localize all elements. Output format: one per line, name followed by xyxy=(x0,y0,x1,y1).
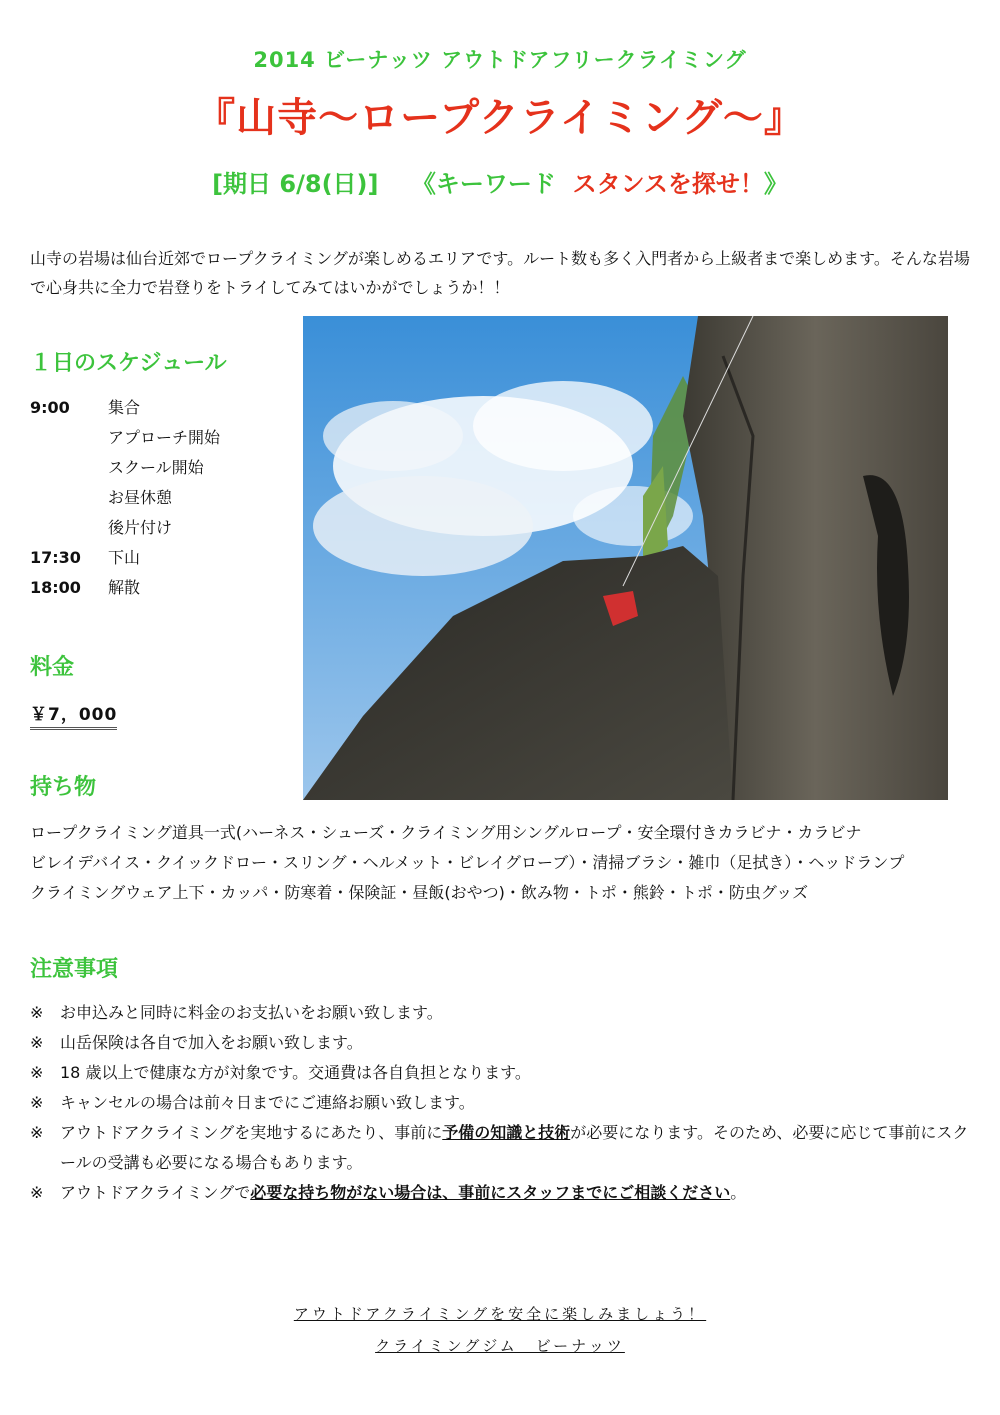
belongings-list xyxy=(30,818,980,908)
schedule-item: 解散 xyxy=(108,578,141,597)
note-item xyxy=(30,1088,975,1118)
note-mark: ※ xyxy=(30,1033,44,1052)
schedule-item: スクール開始 xyxy=(108,458,204,477)
schedule-row xyxy=(30,396,220,426)
notes-list xyxy=(30,998,975,1208)
note-item xyxy=(30,1178,975,1208)
note-mark: ※ xyxy=(30,1003,44,1022)
schedule-time: 18:00 xyxy=(30,578,81,597)
belongings-heading: 持ち物 xyxy=(30,775,97,800)
event-line: 2014 ビーナッツ アウトドアフリークライミング xyxy=(253,48,747,72)
date-label: [期日 6/8(日)] xyxy=(212,170,379,198)
belongings-line: ロープクライミング道具一式(ハーネス・シューズ・クライミング用シングルロープ・安全環付きカラビナ・カラビナ xyxy=(30,823,862,842)
schedule-list xyxy=(30,396,220,606)
schedule-row xyxy=(30,576,220,606)
note-emphasis: 予備の知識と技術 xyxy=(442,1123,571,1142)
intro-text: 山寺の岩場は仙台近郊でロープクライミングが楽しめるエリアです。ルート数も多く入門者から上級者まで楽しめます。そんな岩場で心身共に全力で岩登りをトライしてみてはいかがでしょうか！！ xyxy=(30,249,970,297)
schedule-row xyxy=(30,456,220,486)
note-text: 山岳保険は各自で加入をお願い致します。 xyxy=(60,1033,363,1052)
footer-gym-name xyxy=(0,1335,1000,1356)
note-text: 18 歳以上で健康な方が対象です。交通費は各自負担となります。 xyxy=(60,1063,531,1082)
schedule-item: 集合 xyxy=(108,398,141,417)
note-text-post: 。 xyxy=(730,1183,747,1202)
schedule-item: アプローチ開始 xyxy=(108,428,221,447)
note-item xyxy=(30,1028,975,1058)
schedule-time xyxy=(30,516,108,546)
footer-line-1: アウトドアクライミングを安全に楽しみましょう！ xyxy=(293,1305,707,1323)
note-emphasis: 必要な持ち物がない場合は、事前にスタッフまでにご相談ください xyxy=(250,1183,731,1202)
schedule-row xyxy=(30,546,220,576)
note-mark: ※ xyxy=(30,1123,44,1142)
keyword-label: 《キーワード xyxy=(411,170,556,198)
schedule-time: 9:00 xyxy=(30,398,70,417)
fee-amount: ￥7，000 xyxy=(30,700,117,730)
climbing-photo xyxy=(303,316,948,800)
schedule-time xyxy=(30,456,108,486)
note-text: キャンセルの場合は前々日までにご連絡お願い致します。 xyxy=(60,1093,475,1112)
note-text: お申込みと同時に料金のお支払いをお願い致します。 xyxy=(60,1003,443,1022)
note-mark: ※ xyxy=(30,1063,44,1082)
note-text-pre: アウトドアクライミングで xyxy=(60,1183,251,1202)
belongings-line: クライミングウェア上下・カッパ・防寒着・保険証・昼飯(おやつ)・飲み物・トポ・熊鈴・トポ・防虫グッズ xyxy=(30,883,809,902)
keyword-close: 》 xyxy=(763,170,788,198)
note-item xyxy=(30,1058,975,1088)
page-title: 『山寺～ロープクライミング～』 xyxy=(195,95,805,141)
note-text xyxy=(60,1118,975,1178)
footer-slogan xyxy=(0,1303,1000,1324)
note-item xyxy=(30,998,975,1028)
schedule-time: 17:30 xyxy=(30,548,81,567)
note-mark: ※ xyxy=(30,1093,44,1112)
schedule-row xyxy=(30,486,220,516)
schedule-row xyxy=(30,516,220,546)
schedule-item: 後片付け xyxy=(108,518,173,537)
keyword-value: スタンスを探せ！ xyxy=(572,170,764,198)
note-text-post: が必要になります。そのため、必要に応じて事前にスクールの受講も必要になる場合もあります。 xyxy=(60,1123,969,1172)
schedule-item: 下山 xyxy=(108,548,141,567)
belongings-line: ビレイデバイス・クイックドロー・スリング・ヘルメット・ビレイグローブ）・清掃ブラシ・雑巾（足拭き）・ヘッドランプ xyxy=(30,853,905,872)
note-text-pre: アウトドアクライミングを実地するにあたり、事前に xyxy=(60,1123,443,1142)
schedule-heading: １日のスケジュール xyxy=(30,351,227,376)
schedule-time xyxy=(30,426,108,456)
schedule-time xyxy=(30,486,108,516)
notes-heading: 注意事項 xyxy=(30,957,119,982)
date-keyword-line xyxy=(0,164,1000,199)
fee-heading: 料金 xyxy=(30,655,75,680)
schedule-row xyxy=(30,426,220,456)
note-mark: ※ xyxy=(30,1183,44,1202)
note-text xyxy=(60,1178,746,1208)
footer-line-2: クライミングジム ビーナッツ xyxy=(375,1337,625,1355)
schedule-item: お昼休憩 xyxy=(108,488,173,507)
note-item xyxy=(30,1118,975,1178)
